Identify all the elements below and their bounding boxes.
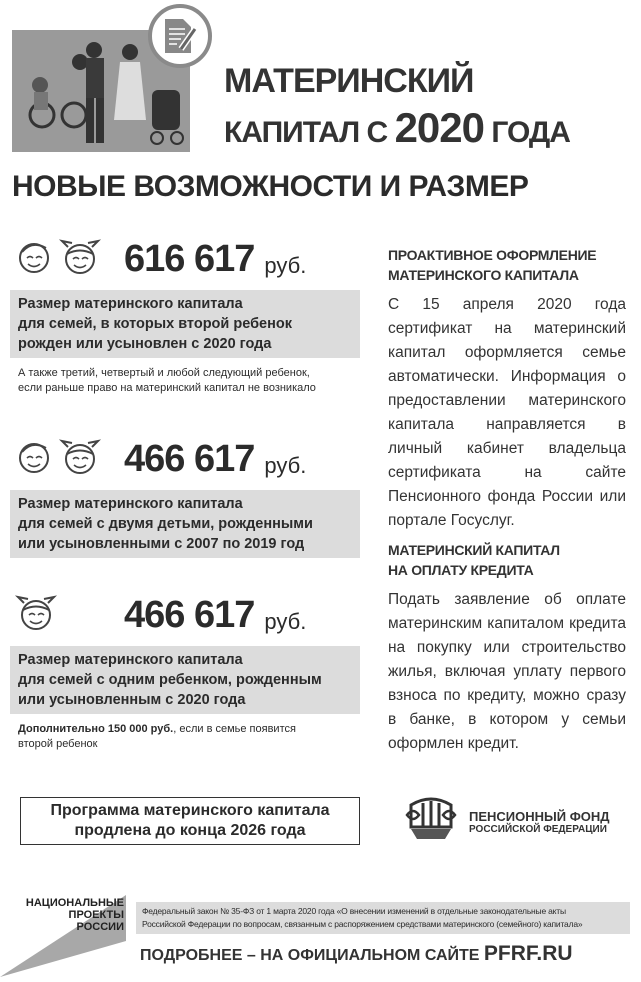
title-line-1: МАТЕРИНСКИЙ xyxy=(224,62,474,100)
text-line: РОССИИ xyxy=(76,921,124,933)
text-line: или усыновленным с 2020 года xyxy=(18,692,246,708)
amount-note-1 xyxy=(18,366,358,396)
amount-value: 466 617 xyxy=(124,594,255,636)
text-line: Размер материнского капитала xyxy=(18,496,243,512)
text-line: ПРОЕКТЫ xyxy=(68,909,124,921)
amount-note-3 xyxy=(18,722,358,752)
credit-paragraph: Подать заявление об оплате материнским капиталом кредита на покупку или строительство жилья, включая уплату первого взноса по кредиту, можно сразу в банке, в котором у семьи оформлен кредит. xyxy=(388,591,626,752)
text-line: продлена до конца 2026 года xyxy=(74,822,306,839)
more-text: ПОДРОБНЕЕ – НА ОФИЦИАЛЬНОМ САЙТЕ xyxy=(140,947,484,964)
girl-face-icon xyxy=(14,593,58,636)
text-line: для семей с двумя детьми, рожденными xyxy=(18,516,313,532)
proactive-heading xyxy=(388,245,596,285)
text-line: ПРОАКТИВНОЕ ОФОРМЛЕНИЕ xyxy=(388,247,597,263)
text-line: для семей с одним ребенком, рожденным xyxy=(18,672,322,688)
title-text: ГОДА xyxy=(484,116,570,149)
text-line: А также третий, четвертый и любой следующий ребенок, xyxy=(18,367,310,379)
title-year: 2020 xyxy=(394,104,484,151)
text-line: МАТЕРИНСКИЙ КАПИТАЛ xyxy=(388,542,560,558)
boy-face-icon xyxy=(14,238,54,279)
site-link[interactable]: PFRF.RU xyxy=(483,942,573,965)
pfr-logo xyxy=(405,797,610,846)
pfr-name: ПЕНСИОННЫЙ ФОНД xyxy=(469,808,610,824)
boy-face-icon xyxy=(14,438,54,479)
credit-heading xyxy=(388,540,560,580)
amount-currency: руб. xyxy=(264,252,307,278)
more-info-line xyxy=(140,942,573,966)
pfr-emblem-icon xyxy=(405,797,457,846)
text-line: Размер материнского капитала xyxy=(18,652,243,668)
document-pen-icon xyxy=(148,4,212,68)
title-line-2 xyxy=(224,104,570,152)
amount-row-3 xyxy=(14,594,306,634)
note-text: , если в семье появится xyxy=(173,723,296,735)
program-extended-box xyxy=(20,797,360,845)
text-line: для семей, в которых второй ребенок xyxy=(18,316,292,332)
text-line: второй ребенок xyxy=(18,738,98,750)
text-line: рожден или усыновлен с 2020 года xyxy=(18,336,272,352)
text-line: МАТЕРИНСКОГО КАПИТАЛА xyxy=(388,267,579,283)
amount-description-3 xyxy=(10,646,360,714)
text-line: или усыновленными с 2007 по 2019 год xyxy=(18,536,305,552)
note-bold: Дополнительно 150 000 руб. xyxy=(18,723,174,735)
girl-face-icon xyxy=(58,237,102,280)
text-line: Размер материнского капитала xyxy=(18,296,243,312)
title-text: КАПИТАЛ С xyxy=(224,116,395,149)
text-line: Федеральный закон № 35-ФЗ от 1 марта 2020 года «О внесении изменений в отдельные законодательные акты xyxy=(142,906,566,916)
national-projects-logo xyxy=(0,895,128,977)
amount-description-2 xyxy=(10,490,360,558)
text-line: Российской Федерации по вопросам, связанным с распоряжением средствами материнского (семейного) капитала» xyxy=(142,919,583,929)
text-line: НАЦИОНАЛЬНЫЕ xyxy=(25,897,124,909)
law-reference xyxy=(136,902,630,934)
subtitle: НОВЫЕ ВОЗМОЖНОСТИ И РАЗМЕР xyxy=(12,170,529,203)
text-line: если раньше право на материнский капитал не возникало xyxy=(18,382,316,394)
amount-value: 616 617 xyxy=(124,238,255,280)
pfr-name-line2: РОССИЙСКОЙ ФЕДЕРАЦИИ xyxy=(469,823,607,835)
amount-currency: руб. xyxy=(264,452,307,478)
amount-row-1 xyxy=(14,238,306,278)
amount-row-2 xyxy=(14,438,306,478)
amount-value: 466 617 xyxy=(124,438,255,480)
amount-currency: руб. xyxy=(264,608,307,634)
text-line: НА ОПЛАТУ КРЕДИТА xyxy=(388,562,534,578)
girl-face-icon xyxy=(58,437,102,480)
proactive-paragraph: С 15 апреля 2020 года сертификат на материнский капитал оформляется семье автоматически. Информация о предоставлении материнского капитала направляется в личный кабинет владельца сертификата на сайте Пенсионного фонда России или портале Госуслуг. xyxy=(388,296,626,529)
amount-description-1 xyxy=(10,290,360,358)
text-line: Программа материнского капитала xyxy=(50,802,330,819)
